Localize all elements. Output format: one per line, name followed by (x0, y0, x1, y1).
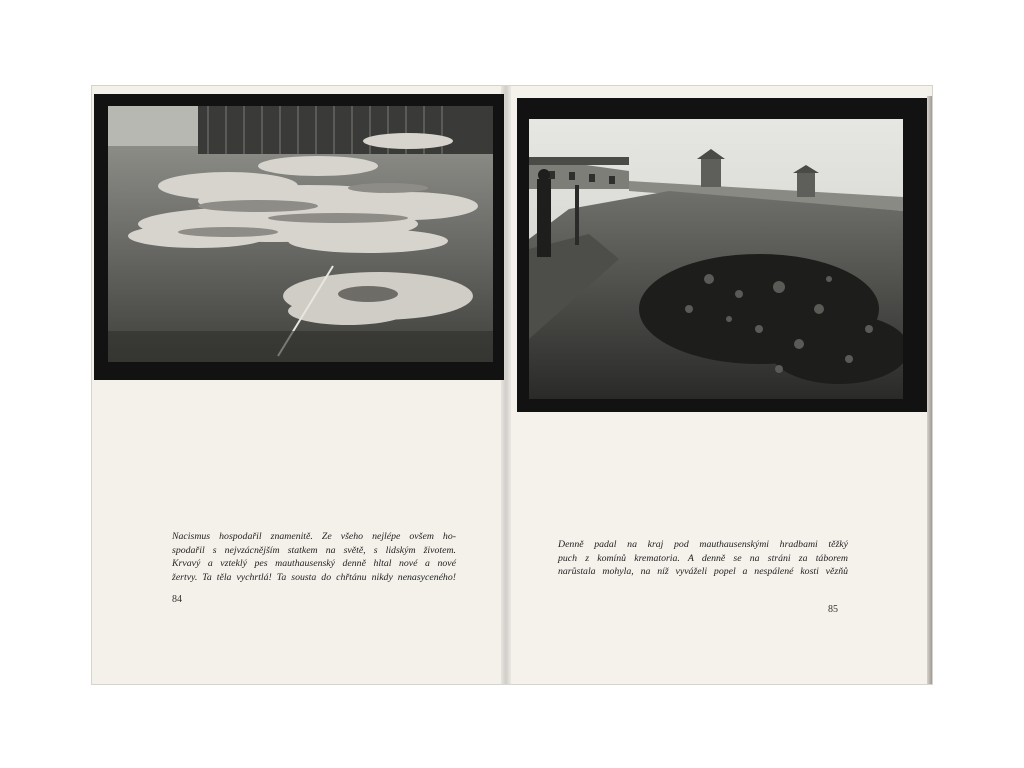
caption-line: Denně padal na kraj pod mauthausenskými hradbami těžký (558, 539, 848, 550)
caption-left (172, 530, 456, 584)
caption-line: Krvavý a vzteklý pes mauthausenský denně hltal nové a nové (172, 558, 456, 569)
photo-plate-left (94, 94, 504, 380)
photo-plate-right (517, 98, 930, 412)
caption-line: spodařil s nejvzácnějším statkem na světě, s lidským životem. (172, 544, 456, 556)
caption-line: narůstala mohyla, na níž vyváželi popel a nespálené kosti vězňů (558, 566, 848, 577)
book-spread (92, 86, 932, 684)
photo-left (108, 106, 493, 362)
page-number-right: 85 (828, 604, 838, 615)
caption-line: puch z komínů krematoria. A denně se na stráni za táborem (558, 552, 848, 564)
photo-right (529, 119, 903, 399)
right-page (506, 86, 932, 684)
caption-right (558, 538, 848, 579)
caption-line: žertvy. Ta těla vychrtlá! Ta sousta do chřtánu nikdy nenasyceného! (172, 571, 456, 583)
left-page (92, 86, 506, 684)
page-edge (927, 96, 932, 684)
page-number-left: 84 (172, 594, 182, 605)
book-gutter (501, 86, 511, 684)
caption-line: Nacismus hospodařil znamenitě. Ze všeho nejlépe ovšem ho- (172, 531, 456, 542)
